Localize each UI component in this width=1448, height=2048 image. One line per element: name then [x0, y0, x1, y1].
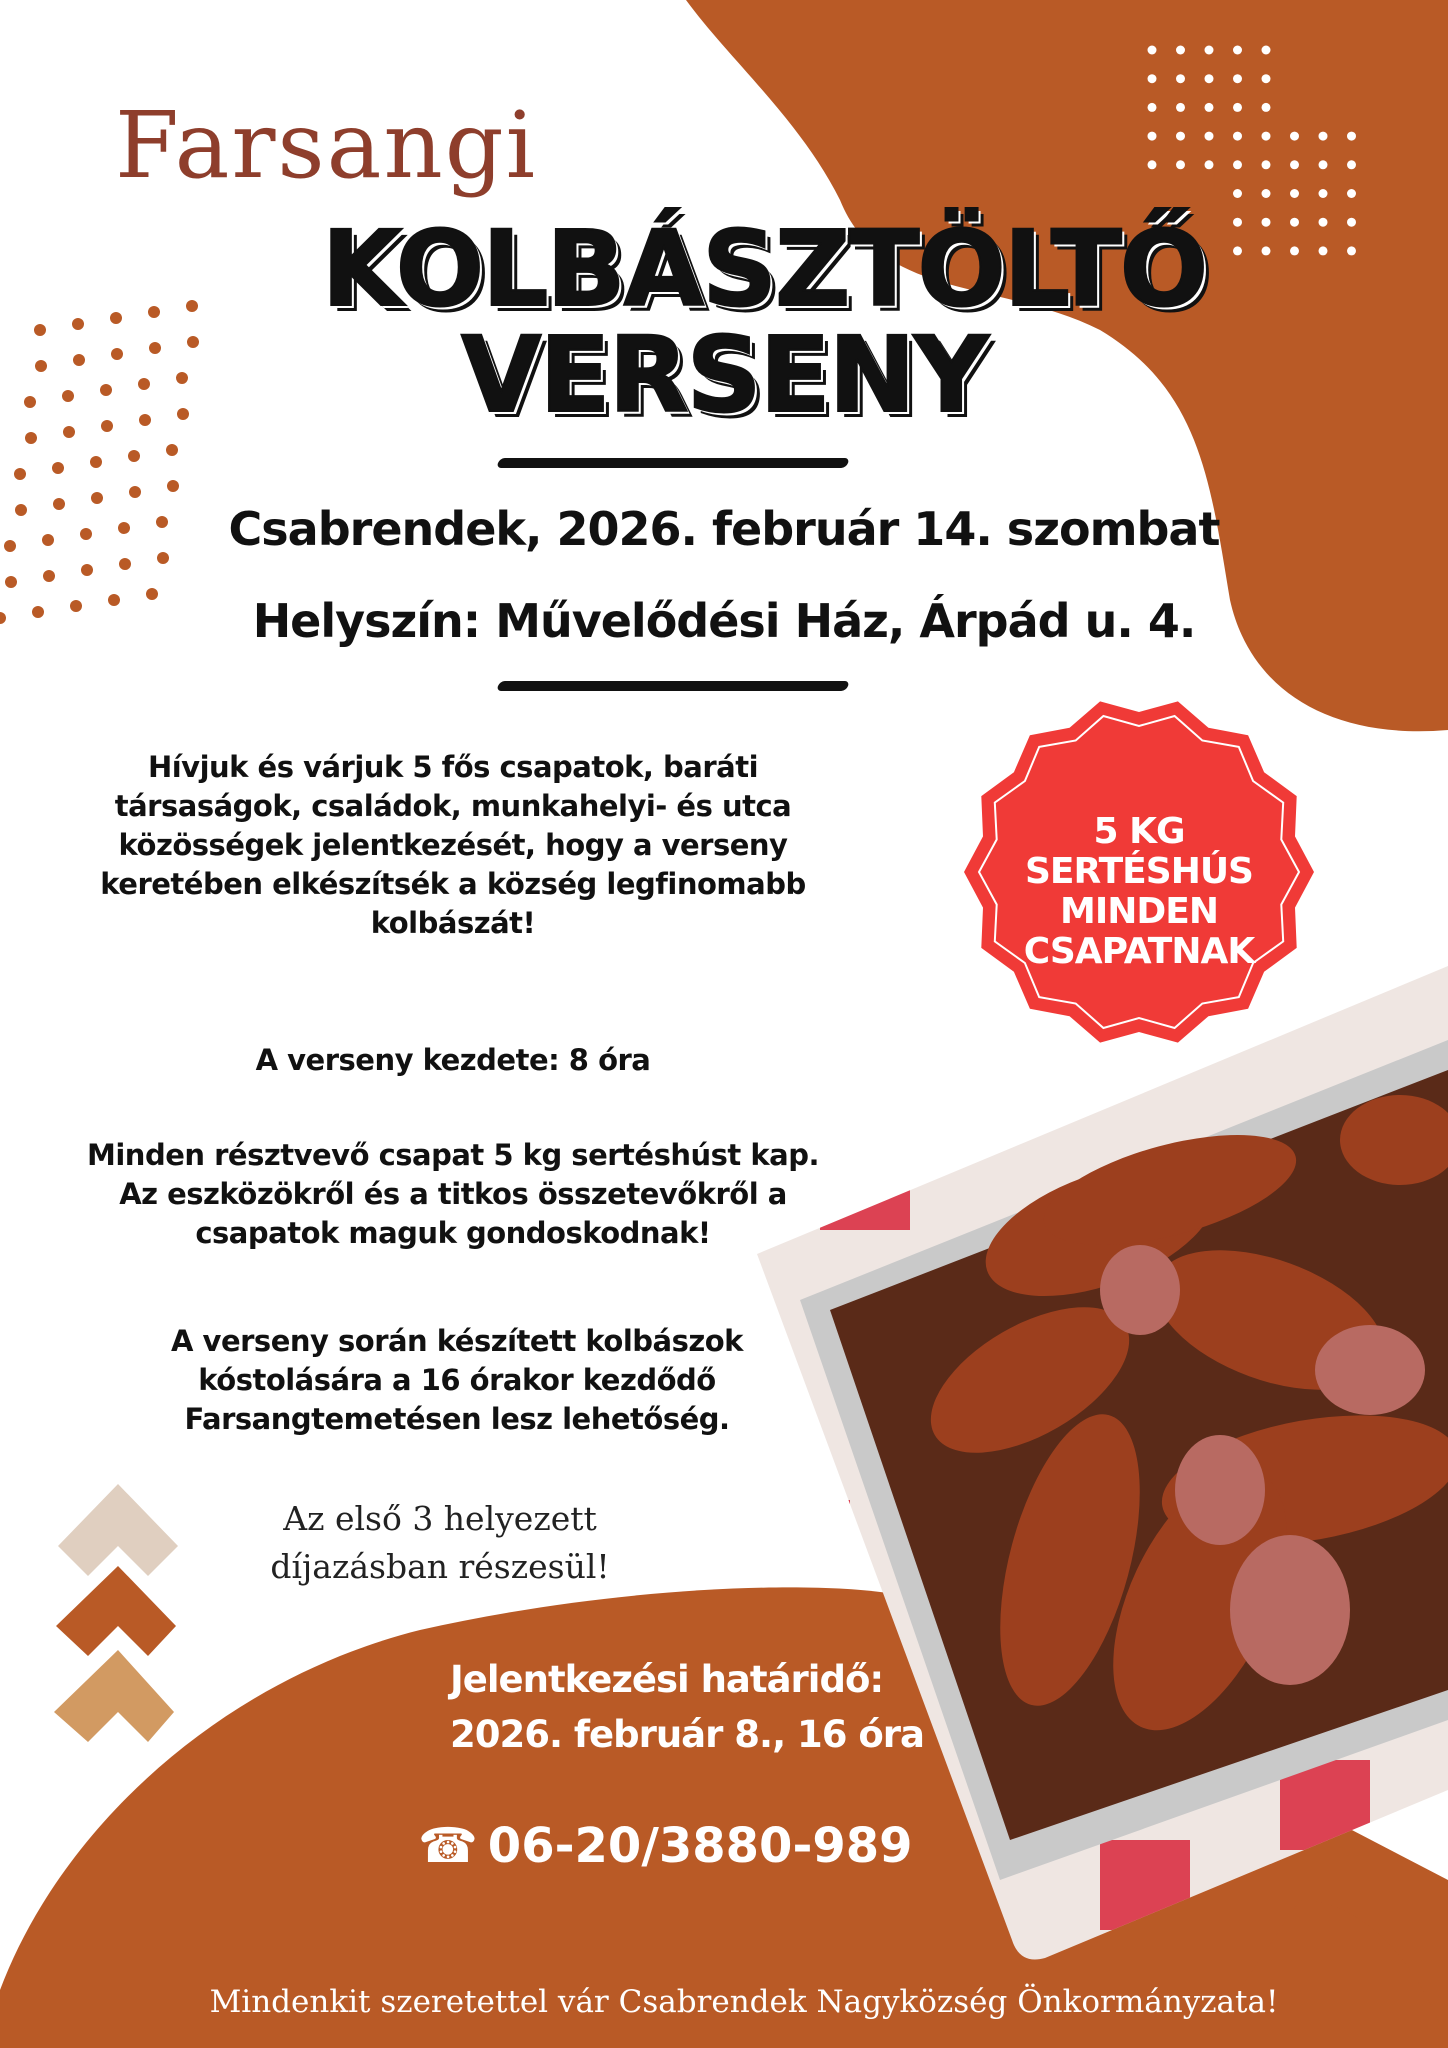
dot: [1233, 160, 1242, 169]
dot: [119, 558, 131, 570]
event-date: Csabrendek, 2026. február 14. szombat: [228, 502, 1220, 556]
dot: [1205, 74, 1214, 83]
tasting-line: kóstolására a 16 órakor kezdődő: [198, 1363, 716, 1397]
dot: [166, 444, 178, 456]
dot: [81, 564, 93, 576]
dot: [1233, 103, 1242, 112]
dot: [5, 576, 17, 588]
invite-line: közösségek jelentkezését, hogy a verseny: [118, 828, 788, 862]
dot: [1176, 103, 1185, 112]
meat-line: Az eszközökről és a titkos összetevőkről a: [119, 1177, 787, 1211]
dot: [1176, 132, 1185, 141]
dot: [1205, 103, 1214, 112]
dot: [1233, 46, 1242, 55]
invite-text: [53, 748, 853, 943]
deadline: [450, 1652, 924, 1762]
meat-info: [53, 1136, 853, 1253]
dot: [1148, 46, 1157, 55]
dot: [1290, 132, 1299, 141]
dot: [1290, 160, 1299, 169]
meat-line: csapatok maguk gondoskodnak!: [195, 1216, 711, 1250]
prize-text: [200, 1495, 680, 1591]
dot: [1347, 132, 1356, 141]
badge-line: CSAPATNAK: [1023, 931, 1255, 972]
dot: [1233, 74, 1242, 83]
dot: [14, 468, 26, 480]
divider-top: [496, 458, 850, 468]
deadline-label: Jelentkezési határidő:: [450, 1658, 884, 1701]
dot: [1148, 132, 1157, 141]
dot: [43, 570, 55, 582]
badge-text: [989, 812, 1289, 972]
dot: [1290, 189, 1299, 198]
dot: [1262, 74, 1271, 83]
chevrons-decoration: [54, 1484, 178, 1742]
prize-line: Az első 3 helyezett: [283, 1499, 597, 1538]
dot: [1347, 189, 1356, 198]
badge-line: SERTÉSHÚS: [1025, 851, 1253, 892]
tasting-info: [57, 1322, 857, 1439]
dot: [1347, 160, 1356, 169]
dot: [1262, 189, 1271, 198]
invite-line: Hívjuk és várjuk 5 fős csapatok, baráti: [147, 750, 759, 784]
dot: [129, 486, 141, 498]
dot: [1262, 46, 1271, 55]
title-line-2: VERSENY: [461, 314, 987, 436]
meat-line: Minden résztvevő csapat 5 kg sertéshúst kap.: [87, 1138, 819, 1172]
prize-line: díjazásban részesül!: [270, 1547, 610, 1586]
invite-line: kolbászát!: [370, 906, 536, 940]
title-line-1: KOLBÁSZTÖLTŐ: [321, 208, 1207, 330]
dot: [1205, 160, 1214, 169]
dot: [1205, 46, 1214, 55]
tasting-line: Farsangtemetésen lesz lehetőség.: [184, 1402, 730, 1436]
dot: [128, 450, 140, 462]
contact-phone[interactable]: [418, 1818, 913, 1874]
telephone-icon: ☎: [418, 1818, 478, 1874]
dot: [1176, 74, 1185, 83]
start-time: A verseny kezdete: 8 óra: [255, 1043, 651, 1077]
dot: [1176, 46, 1185, 55]
dot: [167, 480, 179, 492]
dot: [1262, 132, 1271, 141]
dot: [1148, 160, 1157, 169]
phone-number[interactable]: 06-20/3880-989: [487, 1818, 913, 1874]
dot: [1262, 103, 1271, 112]
footer-text: Mindenkit szeretettel vár Csabrendek Nagyközség Önkormányzata!: [209, 1984, 1279, 2020]
deadline-value: 2026. február 8., 16 óra: [450, 1713, 925, 1756]
dot: [1233, 132, 1242, 141]
pretitle: Farsangi: [115, 92, 538, 199]
dot: [52, 462, 64, 474]
dot: [1233, 189, 1242, 198]
event-venue: Helyszín: Művelődési Ház, Árpád u. 4.: [252, 594, 1196, 648]
dot: [1262, 160, 1271, 169]
dot: [1148, 74, 1157, 83]
dot: [1319, 132, 1328, 141]
dot: [90, 456, 102, 468]
dot: [1148, 103, 1157, 112]
invite-line: keretében elkészítsék a község legfinomabb: [100, 867, 806, 901]
tasting-line: A verseny során készített kolbászok: [171, 1324, 743, 1358]
dot: [1319, 160, 1328, 169]
badge-line: 5 KG: [1093, 811, 1185, 852]
dot: [1205, 132, 1214, 141]
dot: [1176, 160, 1185, 169]
divider-bottom: [496, 681, 850, 691]
badge-line: MINDEN: [1060, 891, 1218, 932]
dot: [1319, 189, 1328, 198]
invite-line: társaságok, családok, munkahelyi- és utca: [114, 789, 792, 823]
